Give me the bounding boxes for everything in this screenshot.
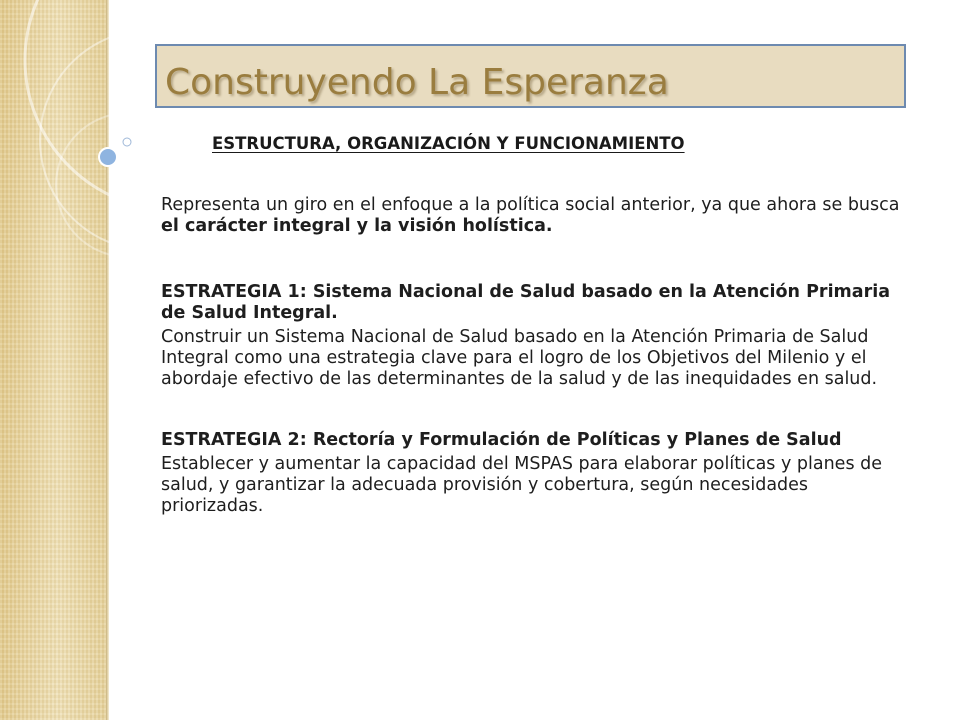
intro-emphasis: el carácter integral y la visión holística. (161, 216, 553, 236)
intro-text: Representa un giro en el enfoque a la política social anterior, ya que ahora se busca (161, 195, 900, 215)
strategy-2-heading: ESTRATEGIA 2: Rectoría y Formulación de Políticas y Planes de Salud (161, 430, 842, 450)
slide-title: Construyendo La Esperanza (165, 62, 669, 103)
strategy-1-heading: ESTRATEGIA 1: Sistema Nacional de Salud basado en la Atención Primaria de Salud Integral. (161, 282, 891, 323)
slide-subtitle: ESTRUCTURA, ORGANIZACIÓN Y FUNCIONAMIENTO (212, 134, 685, 153)
slide-content (161, 195, 901, 517)
strategy-1-body: Construir un Sistema Nacional de Salud basado en la Atención Primaria de Salud Integral como una estrategia clave para el logro de los Objetivos del Milenio y el abordaje efectivo de las determinantes de la salud y de las inequidades en salud. (161, 327, 878, 389)
strategy-2-body: Establecer y aumentar la capacidad del MSPAS para elaborar políticas y planes de salud, y garantizar la adecuada provisión y cobertura, según necesidades priorizadas. (161, 454, 882, 516)
intro-paragraph (161, 195, 901, 237)
title-box (155, 44, 906, 108)
